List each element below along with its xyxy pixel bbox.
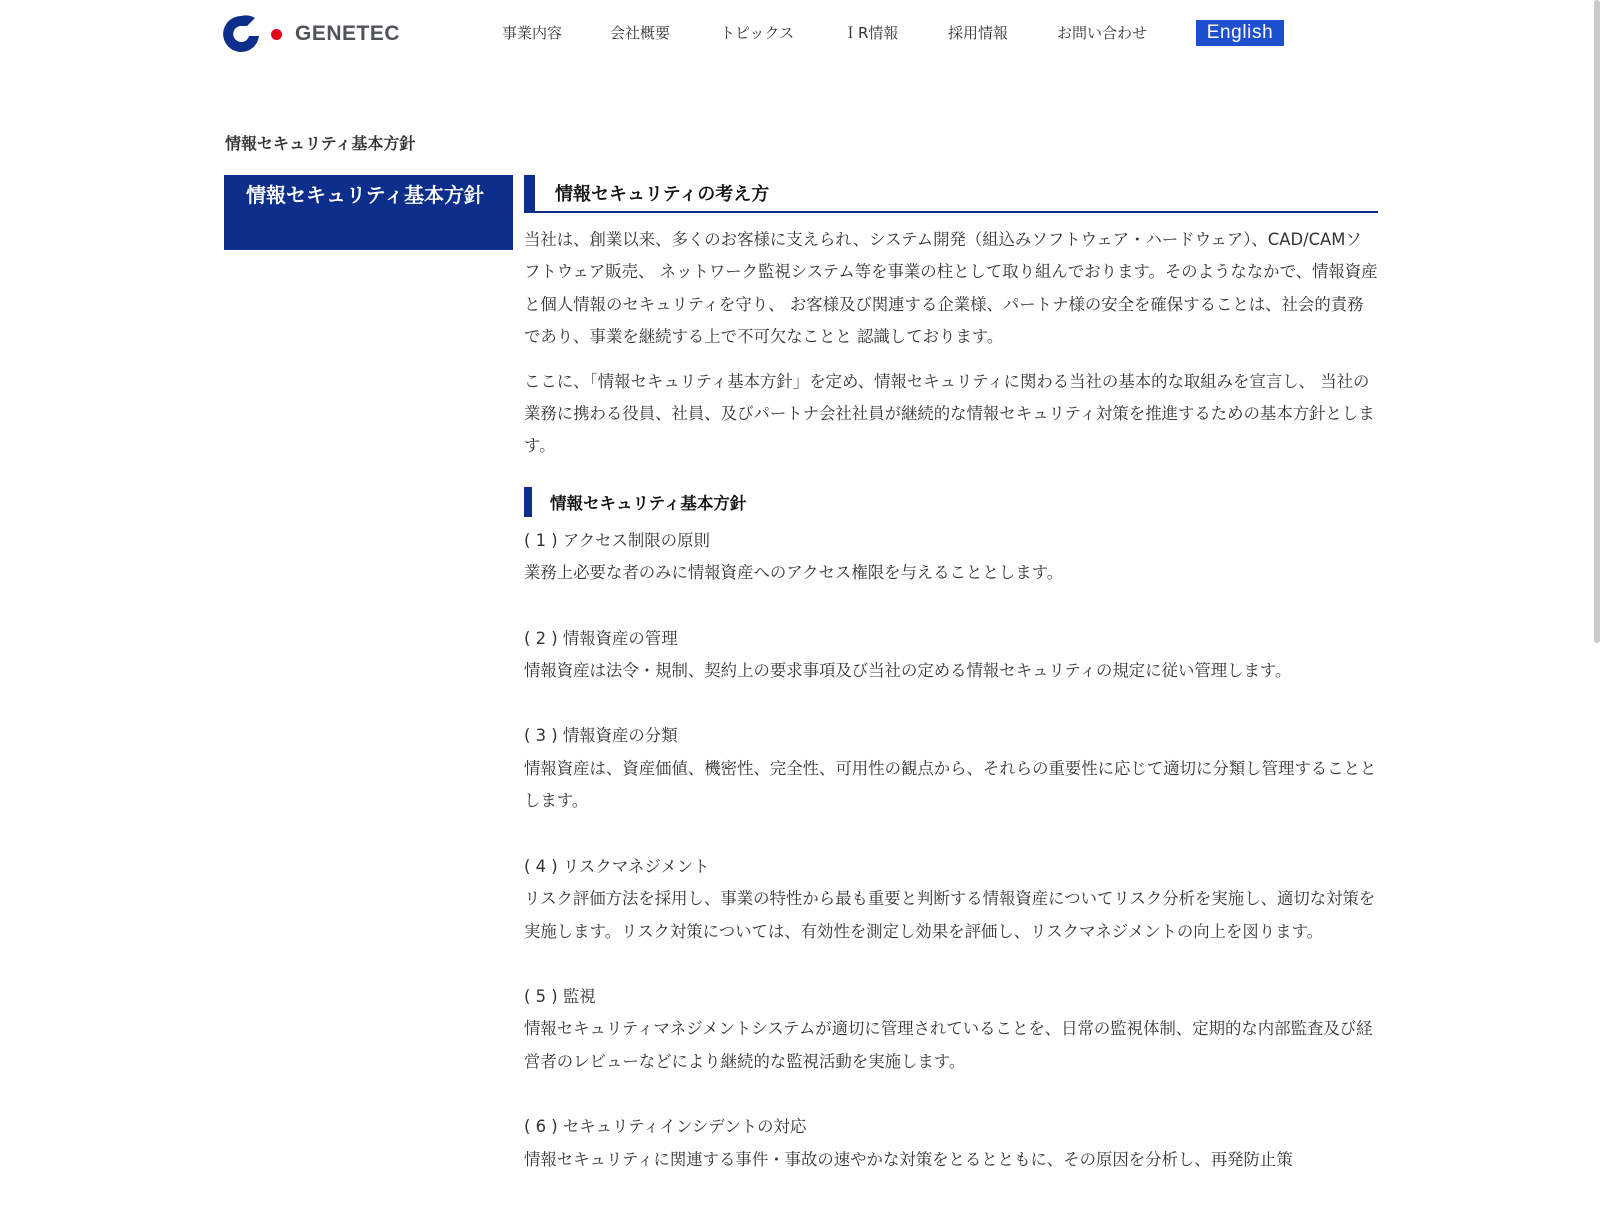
section-heading — [524, 175, 1378, 213]
policy-title: ( 4 ) リスクマネジメント — [524, 856, 710, 876]
list-item — [524, 981, 1378, 1078]
policy-body: 情報セキュリティマネジメントシステムが適切に管理されていることを、日常の監視体制、定期的な内部監査及び経営者のレビューなどにより継続的な監視活動を実施します。 — [524, 1019, 1373, 1071]
intro-paragraph: 当社は、創業以来、多くのお客様に支えられ、システム開発（組込みソフトウェア・ハードウェア）、CAD/CAMソフトウェア販売、 ネットワーク監視システム等を事業の柱として取り組んでおります。そのようななかで、情報資産と個人情報のセキュリティを守り、 お客様及び関連する企業様、パートナ様の安全を確保することは、社会的責務であり、事業を継続する上で不可欠なことと 認識しております。 — [524, 230, 1378, 347]
declaration-paragraph: ここに、「情報セキュリティ基本方針」を定め、情報セキュリティに関わる当社の基本的な取組みを宣言し、 当社の業務に携わる役員、社員、及びパートナ会社社員が継続的な情報セキュリティ対策を推進するための基本方針とします。 — [524, 371, 1375, 456]
policy-body: 情報セキュリティに関連する事件・事故の速やかな対策をとるとともに、その原因を分析し、再発防止策 — [524, 1149, 1293, 1169]
genetec-g-logo-icon — [219, 12, 263, 56]
list-item — [524, 1111, 1378, 1176]
nav-recruit[interactable]: 採用情報 — [948, 24, 1009, 42]
heading-accent-bar — [524, 175, 535, 213]
page-scrollbar[interactable] — [1594, 0, 1600, 643]
main-content — [524, 175, 1378, 1209]
english-button[interactable]: English — [1196, 20, 1284, 46]
policy-body: 情報資産は法令・規制、契約上の要求事項及び当社の定める情報セキュリティの規定に従い管理します。 — [524, 661, 1292, 681]
policy-title: ( 5 ) 監視 — [524, 986, 596, 1006]
list-item — [524, 851, 1378, 948]
policy-title: ( 6 ) セキュリティインシデントの対応 — [524, 1117, 807, 1137]
section-heading-text: 情報セキュリティの考え方 — [555, 184, 770, 205]
nav-contact[interactable]: お問い合わせ — [1057, 24, 1148, 42]
policy-title: ( 1 ) アクセス制限の原則 — [524, 530, 710, 550]
nav-ir[interactable]: ＩR情報 — [843, 24, 899, 42]
list-item — [524, 720, 1378, 817]
policy-body: リスク評価方法を採用し、事業の特性から最も重要と判断する情報資産についてリスク分析を実施し、適切な対策を実施します。リスク対策については、有効性を測定し効果を評価し、リスクマネジメントの向上を図ります。 — [524, 889, 1376, 941]
policy-subheading-text: 情報セキュリティ基本方針 — [550, 493, 747, 513]
list-item — [524, 525, 1378, 590]
policy-subheading — [524, 487, 1378, 517]
breadcrumb: 情報セキュリティ基本方針 — [225, 134, 416, 153]
policy-title: ( 3 ) 情報資産の分類 — [524, 726, 678, 746]
policy-title: ( 2 ) 情報資産の管理 — [524, 628, 678, 648]
subheading-accent-bar — [524, 487, 532, 517]
nav-business[interactable]: 事業内容 — [502, 24, 563, 42]
list-item — [524, 623, 1378, 688]
policy-body: 情報資産は、資産価値、機密性、完全性、可用性の観点から、それらの重要性に応じて適切に分類し管理することとします。 — [524, 758, 1377, 811]
site-header — [0, 0, 1600, 70]
sidebar-current-page[interactable]: 情報セキュリティ基本方針 — [224, 175, 513, 250]
site-logo[interactable] — [219, 12, 400, 56]
logo-text: GENETEC — [295, 22, 401, 45]
nav-company[interactable]: 会社概要 — [610, 24, 671, 42]
nav-topics[interactable]: トピックス — [720, 24, 795, 42]
policy-body: 業務上必要な者のみに情報資産へのアクセス権限を与えることとします。 — [524, 563, 1064, 583]
policy-list — [524, 525, 1378, 1176]
logo-red-dot — [271, 29, 282, 40]
